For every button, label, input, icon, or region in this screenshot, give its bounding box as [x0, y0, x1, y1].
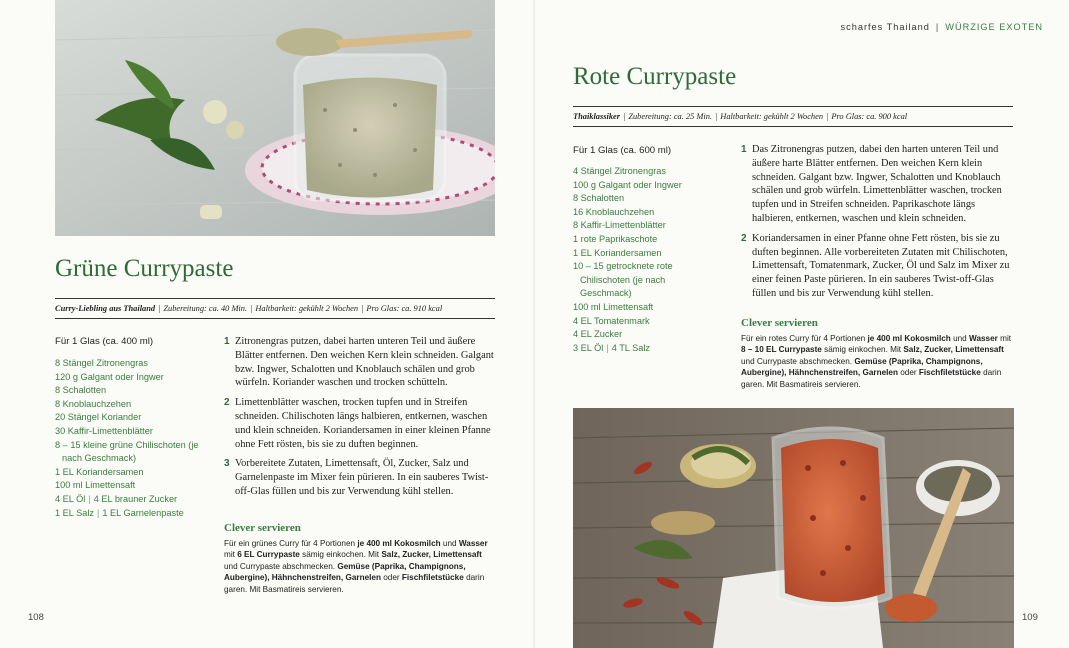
step-number: 1 [741, 144, 747, 155]
red-curry-photo [573, 408, 1014, 648]
clever-text-bold: je 400 ml Kokosmilch [867, 334, 951, 343]
ingredient: 20 Stängel Koriander [55, 412, 142, 423]
steps-list [741, 143, 1014, 307]
clever-text-bold: 6 EL Currypaste [237, 550, 300, 560]
step-text: Koriandersamen in einer Pfanne ohne Fett rösten, bis sie zu duften beginnen. Alle vorbereiteten Zutaten mit Chilischoten, Limettensaft, Tomatenmark, Zucker, Öl und Salz im Mixer zu einer feinen Paste pürieren. In ein sauberes Twist-off-Glas füllen und bis zur Verwendung kühl stellen. [752, 232, 1010, 299]
meta-prep: Zubereitung: ca. 40 Min. [163, 304, 248, 313]
step-text: Vorbereitete Zutaten, Limettensaft, Öl, Zucker, Salz und Garnelenpaste im Mixer fein pürieren. In ein sauberes Twist-off-Glas füllen und bis zur Verwendung kühl stellen. [235, 458, 489, 497]
meta-shelf: Haltbarkeit: gekühlt 2 Wochen [720, 112, 824, 121]
meta-energy: Pro Glas: ca. 910 kcal [366, 304, 443, 313]
clever-text-bold: Wasser [458, 539, 488, 548]
clever-text-part: sämig einkochen. Mit [299, 550, 382, 560]
step [224, 335, 495, 390]
ingredients-heading: Für 1 Glas (ca. 400 ml) [55, 336, 154, 347]
recipe-meta: Curry-Liebling aus Thailand | Zubereitung: ca. 40 Min. | Haltbarkeit: gekühlt 2 Wochen | Pro Glas: ca. 910 kcal [55, 304, 443, 313]
clever-text-part: sämig einkochen. Mit [821, 345, 904, 355]
steps-list [224, 335, 495, 505]
ingredient: 8 Schalotten [55, 385, 107, 396]
clever-text-part: Für ein rotes Curry für 4 Portionen [741, 334, 868, 343]
clever-text-part: darin garen. Mit Basmatireis servieren. [741, 368, 1002, 389]
step [224, 396, 495, 451]
clever-text-bold: Fischfiletstücke [918, 368, 981, 378]
clever-text-bold: Salz, Zucker, Limettensaft [903, 345, 1004, 355]
clever-text [741, 333, 1015, 390]
clever-text-bold: Wasser [969, 334, 998, 343]
ingredient: 8 Knoblauchzehen [55, 398, 132, 409]
ingredient-a: 3 EL Öl [573, 342, 604, 353]
clever-text-part: oder [380, 573, 402, 583]
meta-rule [55, 318, 495, 319]
clever-text-part: und Currypaste abschmecken. [224, 561, 338, 571]
meta-shelf: Haltbarkeit: gekühlt 2 Wochen [255, 304, 359, 313]
ingredient: 1 EL Koriandersamen [573, 247, 662, 258]
step-text: Zitronengras putzen, dabei harten unteren Teil und äußere Blätter entfernen. Den weichen Kern klein schneiden. Galgant bzw. Ingwer, Schalotten und Knoblauch schälen und grob würfeln. Koriander waschen und trocken schütteln. [235, 336, 494, 389]
ingredient: 8 – 15 kleine grüne Chilischoten (je nach Geschmack) [55, 439, 199, 464]
ingredient-b: 1 EL Garnelenpaste [102, 507, 184, 518]
ingredient: 100 ml Limettensaft [55, 480, 136, 491]
clever-text-bold: je 400 ml Kokosmilch [357, 539, 441, 548]
ingredient-pair: 4 EL Öl | 4 EL brauner Zucker [55, 493, 178, 504]
clever-text-part: und [950, 334, 970, 343]
ingredient: 4 EL Tomatenmark [573, 315, 650, 326]
ingredient: 30 Kaffir-Limettenblätter [55, 425, 153, 436]
clever-text-part: darin garen. Mit Basmatireis servieren. [224, 573, 485, 594]
ingredient: 120 g Galgant oder Ingwer [55, 371, 164, 382]
running-head: scharfes Thailand | WÜRZIGE EXOTEN [840, 22, 1043, 32]
clever-text-bold: Gemüse (Paprika, Champignons, Aubergine), Hähnchenstreifen, Garnelen [224, 561, 466, 583]
recipe-meta: Thaiklassiker | Zubereitung: ca. 25 Min. | Haltbarkeit: gekühlt 2 Wochen | Pro Glas: ca. 900 kcal [573, 112, 908, 121]
meta-prep: Zubereitung: ca. 25 Min. [628, 112, 712, 121]
ingredient-a: 4 EL Öl [55, 493, 86, 504]
clever-text-bold: 8 – 10 EL Currypaste [741, 345, 822, 355]
page-number: 108 [28, 612, 44, 623]
ingredient: 1 EL Koriandersamen [55, 466, 144, 477]
running-head-chapter: WÜRZIGE EXOTEN [945, 22, 1043, 32]
ingredient: 100 g Galgant oder Ingwer [573, 179, 682, 190]
meta-energy: Pro Glas: ca. 900 kcal [831, 112, 908, 121]
ingredient: 1 rote Paprikaschote [573, 233, 658, 244]
clever-text-part: Für ein grünes Curry für 4 Portionen [224, 539, 358, 548]
clever-text-part: und [440, 539, 459, 548]
ingredient-a: 1 EL Salz [55, 507, 94, 518]
step [741, 143, 1014, 226]
meta-rule [55, 298, 495, 299]
recipe-title: Rote Currypaste [573, 63, 737, 90]
green-curry-photo [55, 0, 495, 236]
meta-rule [573, 126, 1013, 127]
step-number: 3 [224, 458, 230, 470]
ingredient: 8 Kaffir-Limettenblätter [573, 220, 666, 231]
step-text: Limettenblätter waschen, trocken tupfen und in Streifen schneiden. Chilischoten längs halbieren, entkernen, waschen und klein schneiden. Koriandersamen in einer kleinen Pfanne ohne Fett rösten, bis sie zu duften beginnen. [235, 397, 491, 450]
clever-text-part: mit [997, 334, 1012, 343]
step-text: Das Zitronengras putzen, dabei den harten unteren Teil und äußere harte Blätter entfernen. Den weichen Kern klein schneiden. Galgant bzw. Ingwer, Schalotten und Knoblauch schälen und grob würfeln. Limettenblätter waschen, trocken tupfen und in Streifen schneiden. Paprikaschote längs halbieren, entkernen, waschen und klein schneiden. [752, 144, 1002, 224]
clever-text-bold: Salz, Zucker, Limettensaft [381, 550, 482, 560]
page-number: 109 [1022, 612, 1038, 623]
ingredient: 16 Knoblauchzehen [573, 206, 655, 217]
ingredient: 4 Stängel Zitronengras [573, 166, 666, 176]
right-page [535, 0, 1069, 648]
ingredient-b: 4 TL Salz [611, 342, 651, 353]
clever-heading: Clever servieren [741, 317, 818, 329]
ingredients-list [573, 165, 698, 355]
clever-text-part: und Currypaste abschmecken. [741, 356, 855, 366]
ingredient-b: 4 EL brauner Zucker [93, 493, 178, 504]
ingredient: 8 Schalotten [573, 193, 625, 204]
left-page [0, 0, 534, 648]
ingredient-pair: 1 EL Salz | 1 EL Garnelenpaste [55, 507, 184, 518]
running-head-section: scharfes Thailand [840, 22, 930, 32]
step-number: 2 [741, 232, 747, 244]
step [741, 232, 1014, 301]
ingredients-heading: Für 1 Glas (ca. 600 ml) [573, 145, 672, 156]
clever-text-bold: Gemüse (Paprika, Champignons, Aubergine), Hähnchenstreifen, Garnelen [741, 356, 983, 378]
ingredient: 10 – 15 getrocknete rote Chilischoten (je nach Geschmack) [573, 261, 673, 299]
step [224, 457, 495, 498]
step-number: 1 [224, 336, 230, 347]
ingredients-list [55, 357, 205, 520]
ingredient: 8 Stängel Zitronengras [55, 358, 148, 368]
meta-rule [573, 106, 1013, 107]
clever-text [224, 538, 496, 595]
clever-text-bold: Fischfiletstücke [401, 573, 464, 583]
ingredient: 100 ml Limettensaft [573, 301, 654, 312]
step-number: 2 [224, 397, 230, 409]
ingredient-pair: 3 EL Öl | 4 TL Salz [573, 342, 651, 353]
ingredient: 4 EL Zucker [573, 329, 623, 340]
meta-label: Curry-Liebling aus Thailand [55, 304, 156, 313]
meta-label: Thaiklassiker [573, 112, 620, 121]
recipe-title: Grüne Currypaste [55, 255, 234, 282]
clever-text-part: oder [897, 368, 919, 378]
clever-heading: Clever servieren [224, 522, 301, 534]
clever-text-part: mit [224, 550, 238, 560]
